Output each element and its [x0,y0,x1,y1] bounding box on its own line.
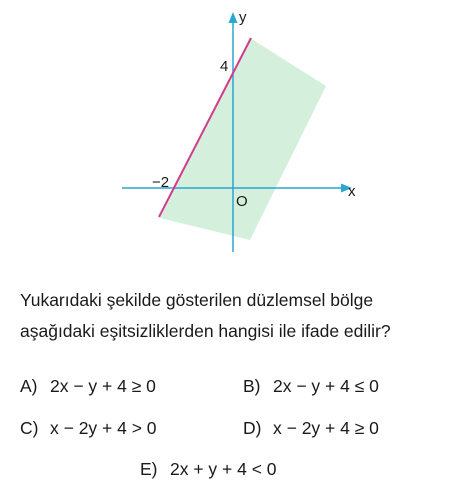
option-b-text: 2x − y + 4 ≤ 0 [273,376,379,396]
y-axis-label: y [239,9,247,26]
option-a-text: 2x − y + 4 ≥ 0 [50,376,156,396]
option-e-letter: E) [140,459,158,479]
option-b-letter: B) [243,376,261,396]
question-line-2: aşağıdaki eşitsizliklerden hangisi ile ifade edilir? [20,321,391,341]
x-axis-label: x [348,183,356,200]
option-a[interactable] [20,376,156,397]
option-b[interactable] [243,376,379,397]
option-c-text: x − 2y + 4 > 0 [50,418,157,438]
origin-label: O [236,193,248,210]
question-text [20,285,466,347]
option-d-text: x − 2y + 4 ≥ 0 [273,418,379,438]
x-intercept-label: −2 [152,174,170,191]
y-axis-arrowhead [229,12,238,23]
question-line-1: Yukarıdaki şekilde gösterilen düzlemsel bölge [20,290,374,310]
option-c-letter: C) [20,418,39,438]
option-e[interactable] [140,459,277,480]
option-a-letter: A) [20,376,38,396]
option-c[interactable] [20,418,157,439]
y-intercept-label: 4 [220,58,229,75]
option-d-letter: D) [243,418,262,438]
option-d[interactable] [243,418,379,439]
option-e-text: 2x + y + 4 < 0 [170,459,277,479]
